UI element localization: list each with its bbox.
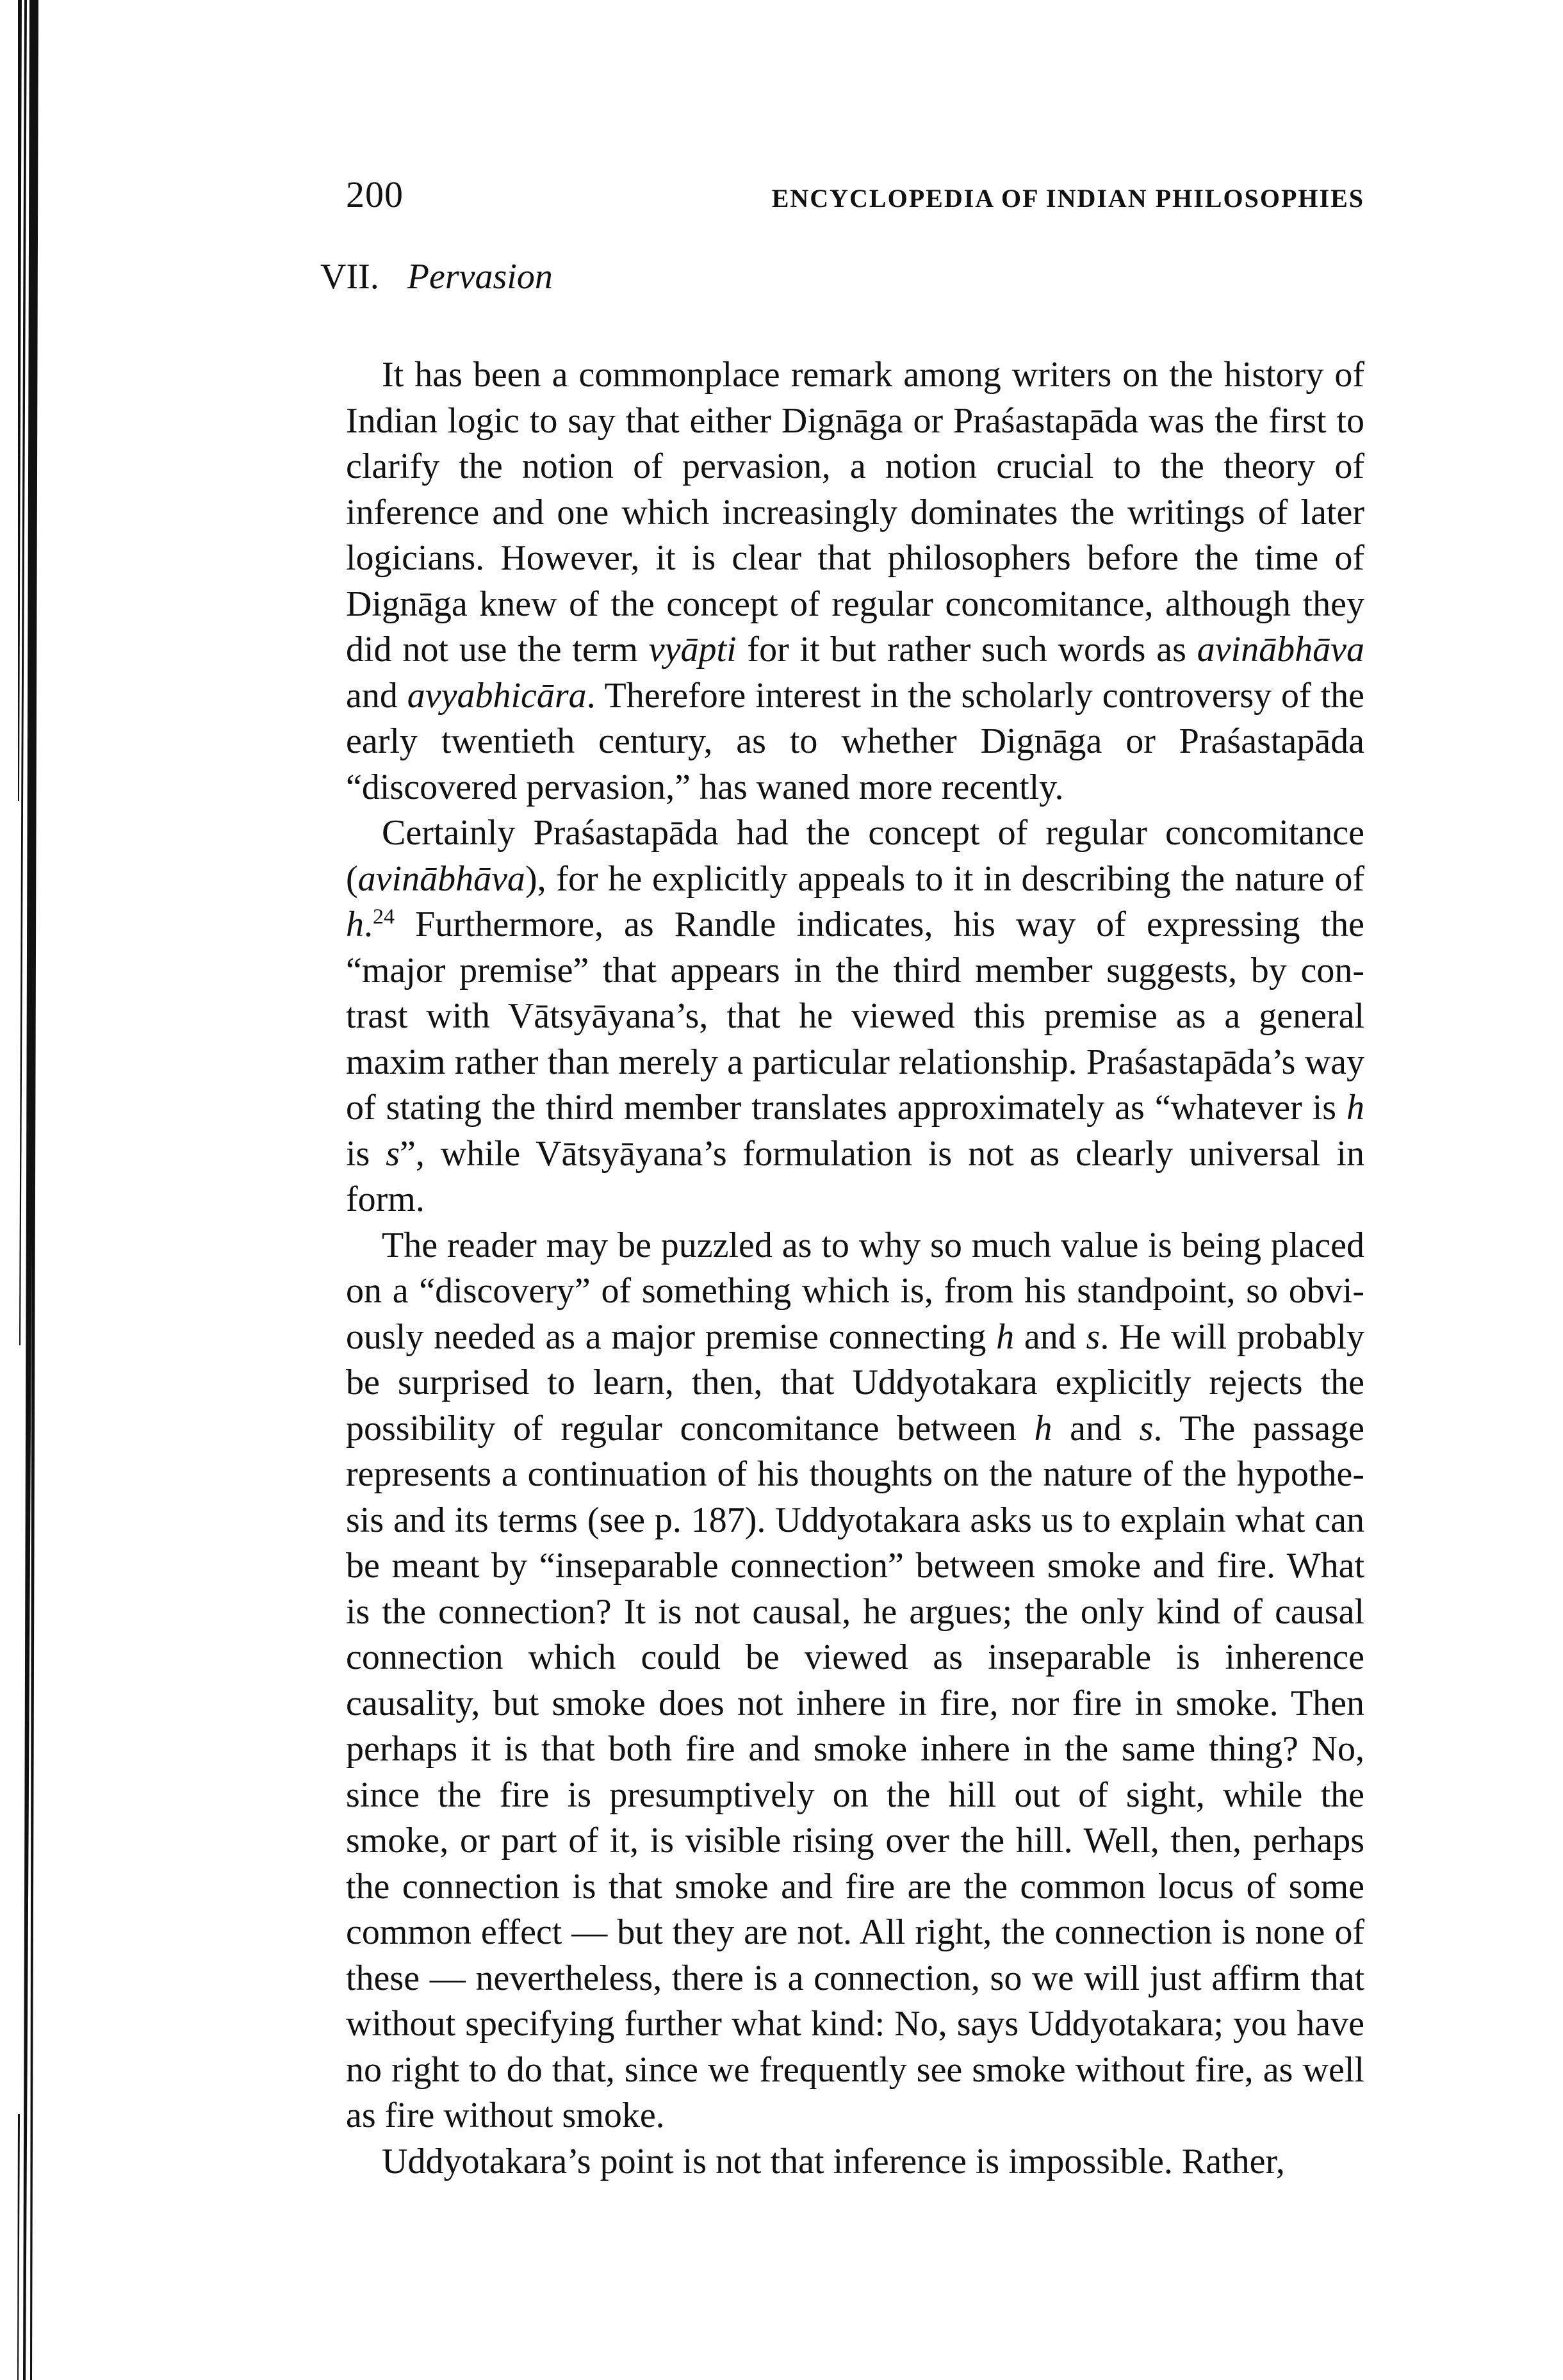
book-page [320,173,1365,2185]
italic-term: s [1139,1408,1154,1449]
paragraph [346,810,1364,1223]
text-run: Furthermore, as Randle indicates, his way of expressing the “major premise” that appears in the third member suggests, by contrast with Vātsyāyana’s, that he viewed this premise as a general maxim rather than merely a particular relationship. Praśastapāda’s way of stating the third member translates approximately as “whatever is [346,905,1364,1128]
text-run: is [346,1133,386,1174]
section-title: Pervasion [407,257,553,297]
body-text [346,352,1364,2185]
text-run: . Therefore interest in the scholarly controversy of the early twentieth century, as to whether Dignāga or Praśastapāda “discovered pervasion,” has waned more recently. [346,675,1364,807]
text-run: and [346,675,407,716]
text-run: It has been a commonplace remark among writers on the history of Indian logic to say that either Dignāga or Praśastapāda was the first to clarify the notion of pervasion, a notion crucial to the theory of inference and one which increasingly dominates the writings of later logicians. However, it is clear that philosophers before the time of Dignāga knew of the concept of regular concomitance, although they did not use the term [346,355,1364,669]
italic-term: avinābhāva [357,858,525,899]
italic-term: h [996,1317,1015,1357]
italic-term: s [1086,1317,1101,1357]
italic-term: avyabhicāra [407,675,587,716]
italic-term: s [386,1133,400,1174]
italic-term: h [346,905,364,944]
italic-term: h [1346,1088,1364,1128]
section-heading [320,256,1364,314]
text-run: ), for he explicitly appeals to it in describing the nature of [525,858,1364,899]
text-run: ”, while Vātsyāyana’s formulation is not as clearly universal in form. [346,1133,1364,1219]
binding-shadow-icon [0,0,45,2380]
running-header [346,173,1364,224]
book-binding-edge [0,0,45,2380]
running-title: ENCYCLOPEDIA OF INDIAN PHILOSOPHIES [771,184,1364,213]
italic-term: vyāpti [648,630,737,669]
text-run: and [1052,1408,1140,1449]
footnote-marker: 24 [373,905,395,929]
italic-term: h [1034,1408,1052,1449]
text-run: Uddyotakara’s point is not that inference is impossible. Rather, [382,2141,1285,2181]
text-run: Certainly Praśastapāda had the concept of regular concomitance ( [346,813,1364,899]
page-number: 200 [346,174,404,215]
text-run: . The passage represents a continuation of his thoughts on the nature of the hypothesis and its terms (see p. 187). Uddyotakara asks us to explain what can be meant by “inseparable connection” between smoke and fire. What is the connection? It is not causal, he argues; the only kind of causal connection which could be viewed as inseparable is inherence causality, but smoke does not inhere in fire, nor fire in smoke. Then perhaps it is that both fire and smoke inhere in the same thing? No, since the fire is presumptively on the hill out of sight, while the smoke, or part of it, is visible rising over the hill. Well, then, perhaps the connection is that smoke and fire are the common locus of some common effect — but they are not. All right, the connection is none of these — nevertheless, there is a connection, so we will just affirm that without specifying further what kind: No, says Uddyotakara; you have no right to do that, since we frequently see smoke without fire, as well as fire without smoke. [346,1408,1365,2135]
text-run: The reader may be puzzled as to why so much value is being placed on a “discovery” of something which is, from his standpoint, so obviously needed as a major premise connecting [346,1225,1364,1357]
paragraph [346,1223,1364,2139]
text-run: for it but rather such words as [736,630,1197,669]
paragraph [346,352,1364,810]
section-numeral: VII. [320,257,379,297]
italic-term: avinābhāva [1197,630,1364,669]
paragraph [346,2139,1364,2185]
text-run: and [1014,1317,1086,1357]
text-run: . [364,905,373,944]
text-run: . He will probably be surprised to learn, then, that Uddyotakara explicitly rejects the possibility of regular concomitance between [346,1317,1365,1449]
